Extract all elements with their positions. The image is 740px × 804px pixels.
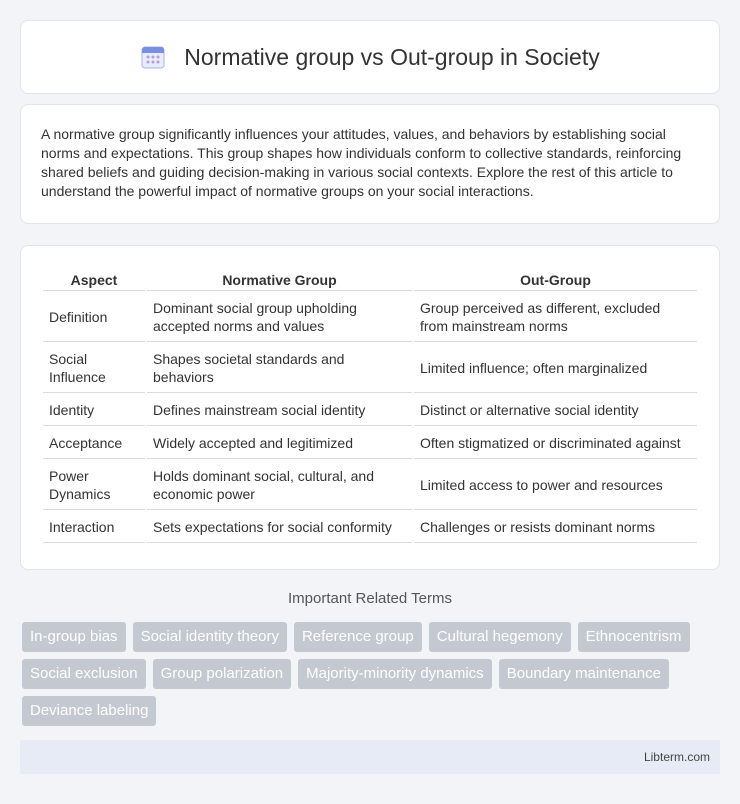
header-card [20, 20, 720, 94]
intro-card [20, 104, 720, 224]
related-term-tag[interactable]: Reference group [294, 622, 422, 652]
table-cell-outgroup: Distinct or alternative social identity [414, 395, 697, 426]
table-cell-normative: Sets expectations for social conformity [147, 512, 412, 543]
related-term-tag[interactable]: Boundary maintenance [499, 659, 669, 689]
related-term-tag[interactable]: Deviance labeling [22, 696, 156, 726]
calendar-icon [140, 44, 166, 70]
table-cell-outgroup: Limited access to power and resources [414, 461, 697, 510]
table-row [43, 461, 697, 510]
table-cell-normative: Widely accepted and legitimized [147, 428, 412, 459]
table-row [43, 428, 697, 459]
comparison-table [41, 266, 699, 545]
table-row [43, 395, 697, 426]
table-cell-aspect: Identity [43, 395, 145, 426]
column-header-aspect: Aspect [43, 268, 145, 291]
related-term-tag[interactable]: Group polarization [153, 659, 292, 689]
column-header-out-group: Out-Group [414, 268, 697, 291]
related-terms-title: Important Related Terms [288, 590, 452, 607]
header [140, 44, 599, 71]
footer [20, 740, 720, 774]
table-cell-normative: Defines mainstream social identity [147, 395, 412, 426]
table-cell-aspect: Social Influence [43, 344, 145, 393]
related-term-tag[interactable]: Social exclusion [22, 659, 146, 689]
table-cell-aspect: Acceptance [43, 428, 145, 459]
table-cell-outgroup: Often stigmatized or discriminated against [414, 428, 697, 459]
related-term-tag[interactable]: Cultural hegemony [429, 622, 571, 652]
related-term-tag[interactable]: In-group bias [22, 622, 126, 652]
table-cell-aspect: Power Dynamics [43, 461, 145, 510]
related-term-tag[interactable]: Majority-minority dynamics [298, 659, 492, 689]
table-cell-aspect: Definition [43, 293, 145, 342]
related-term-tag[interactable]: Social identity theory [133, 622, 287, 652]
table-cell-outgroup: Limited influence; often marginalized [414, 344, 697, 393]
table-cell-normative: Dominant social group upholding accepted norms and values [147, 293, 412, 342]
table-cell-normative: Holds dominant social, cultural, and economic power [147, 461, 412, 510]
table-cell-normative: Shapes societal standards and behaviors [147, 344, 412, 393]
table-cell-aspect: Interaction [43, 512, 145, 543]
table-cell-outgroup: Group perceived as different, excluded from mainstream norms [414, 293, 697, 342]
comparison-card [20, 245, 720, 570]
column-header-normative-group: Normative Group [147, 268, 412, 291]
page-title: Normative group vs Out-group in Society [184, 43, 600, 70]
table-header-row [43, 268, 697, 291]
table-cell-outgroup: Challenges or resists dominant norms [414, 512, 697, 543]
intro-paragraph: A normative group significantly influences your attitudes, values, and behaviors by establishing social norms and expectations. This group shapes how individuals conform to collective standards, reinforcing shared beliefs and guiding decision-making in various social contexts. Explore the rest of this article to understand the powerful impact of normative groups on your social interactions. [41, 126, 682, 199]
footer-site-link[interactable]: Libterm.com [643, 750, 710, 764]
table-row [43, 293, 697, 342]
related-terms-list [22, 622, 722, 726]
related-term-tag[interactable]: Ethnocentrism [578, 622, 690, 652]
table-row [43, 344, 697, 393]
table-row [43, 512, 697, 543]
